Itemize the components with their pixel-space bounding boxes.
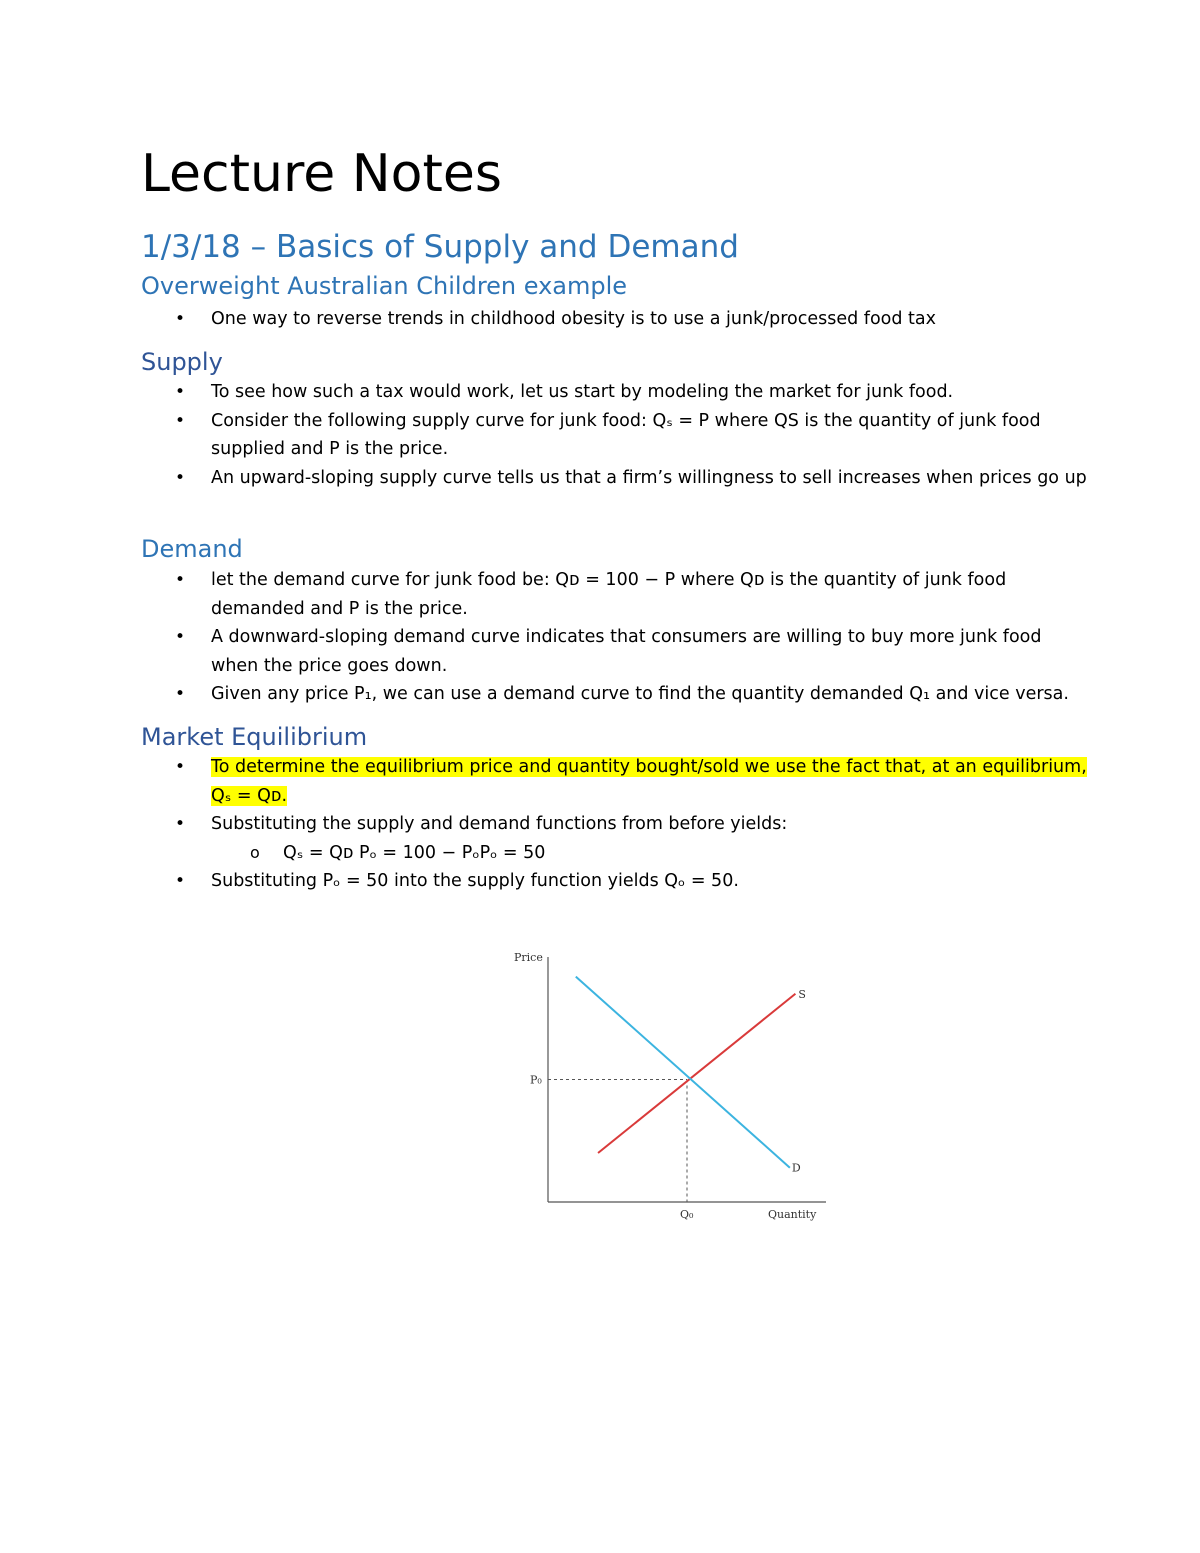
bullet-icon: • [175, 467, 186, 488]
list-item-text: An upward-sloping supply curve tells us that a firm’s willingness to sell increases when prices go up [211, 467, 1087, 488]
list-item-text: Consider the following supply curve for junk food: Qₛ = P where QS is the quantity of junk food supplied and P is the price. [211, 410, 1041, 459]
example-heading: Overweight Australian Children example [141, 272, 628, 300]
list-item-text: A downward-sloping demand curve indicates that consumers are willing to buy more junk food when the price goes down. [211, 627, 1042, 676]
demand-heading: Demand [141, 535, 243, 563]
list-item [0, 753, 1200, 810]
equilibrium-price-label: P₀ [530, 1073, 542, 1087]
document-title: Lecture Notes [141, 144, 502, 204]
bullet-icon: • [175, 684, 186, 704]
bullet-icon: • [175, 382, 186, 402]
list-item [0, 305, 1200, 334]
bullet-icon: • [175, 410, 186, 431]
list-item [0, 623, 1200, 680]
list-item [0, 680, 1200, 709]
list-item [0, 378, 1200, 407]
list-item-text: Qₛ = Qᴅ Pₒ = 100 − PₒPₒ = 50 [283, 842, 546, 863]
demand-list [0, 566, 1200, 709]
list-item [0, 464, 1200, 493]
supply-curve-label: S [798, 987, 806, 1001]
date-heading: 1/3/18 – Basics of Supply and Demand [141, 229, 739, 265]
bullet-icon: • [175, 309, 186, 329]
sub-bullet-icon: o [250, 842, 260, 862]
demand-curve [576, 977, 790, 1168]
list-item-text: Substituting the supply and demand functions from before yields: [211, 814, 788, 834]
chart-svg [500, 945, 840, 1230]
y-axis-label: Price [514, 951, 543, 964]
bullet-icon: • [175, 757, 186, 777]
x-axis-label: Quantity [768, 1208, 817, 1221]
list-item-text: One way to reverse trends in childhood obesity is to use a junk/processed food tax [211, 309, 936, 329]
supply-curve [598, 994, 795, 1153]
list-item [0, 810, 1200, 839]
example-list [0, 305, 1200, 334]
supply-list [0, 378, 1200, 492]
list-item-text: Given any price P₁, we can use a demand curve to find the quantity demanded Q₁ and vice versa. [211, 684, 1069, 704]
list-item-text: Substituting Pₒ = 50 into the supply function yields Qₒ = 50. [211, 871, 739, 891]
list-item [0, 867, 1200, 896]
list-item-text: To see how such a tax would work, let us start by modeling the market for junk food. [211, 382, 954, 402]
bullet-icon: • [175, 570, 186, 590]
supply-heading: Supply [141, 348, 223, 376]
bullet-icon: • [175, 627, 186, 647]
bullet-icon: • [175, 814, 186, 834]
sub-list-item [0, 839, 1200, 868]
equilibrium-heading: Market Equilibrium [141, 723, 368, 751]
highlighted-text: To determine the equilibrium price and quantity bought/sold we use the fact that, at an equilibrium, Qₛ = Qᴅ. [211, 757, 1087, 806]
equilibrium-quantity-label: Q₀ [680, 1208, 694, 1221]
list-item [0, 407, 1200, 464]
equilibrium-list [0, 753, 1200, 896]
demand-curve-label: D [791, 1161, 801, 1175]
list-item [0, 566, 1200, 623]
list-item-text: let the demand curve for junk food be: Qᴅ = 100 − P where Qᴅ is the quantity of junk food demanded and P is the price. [211, 570, 1007, 619]
bullet-icon: • [175, 871, 186, 891]
supply-demand-chart [500, 945, 840, 1230]
